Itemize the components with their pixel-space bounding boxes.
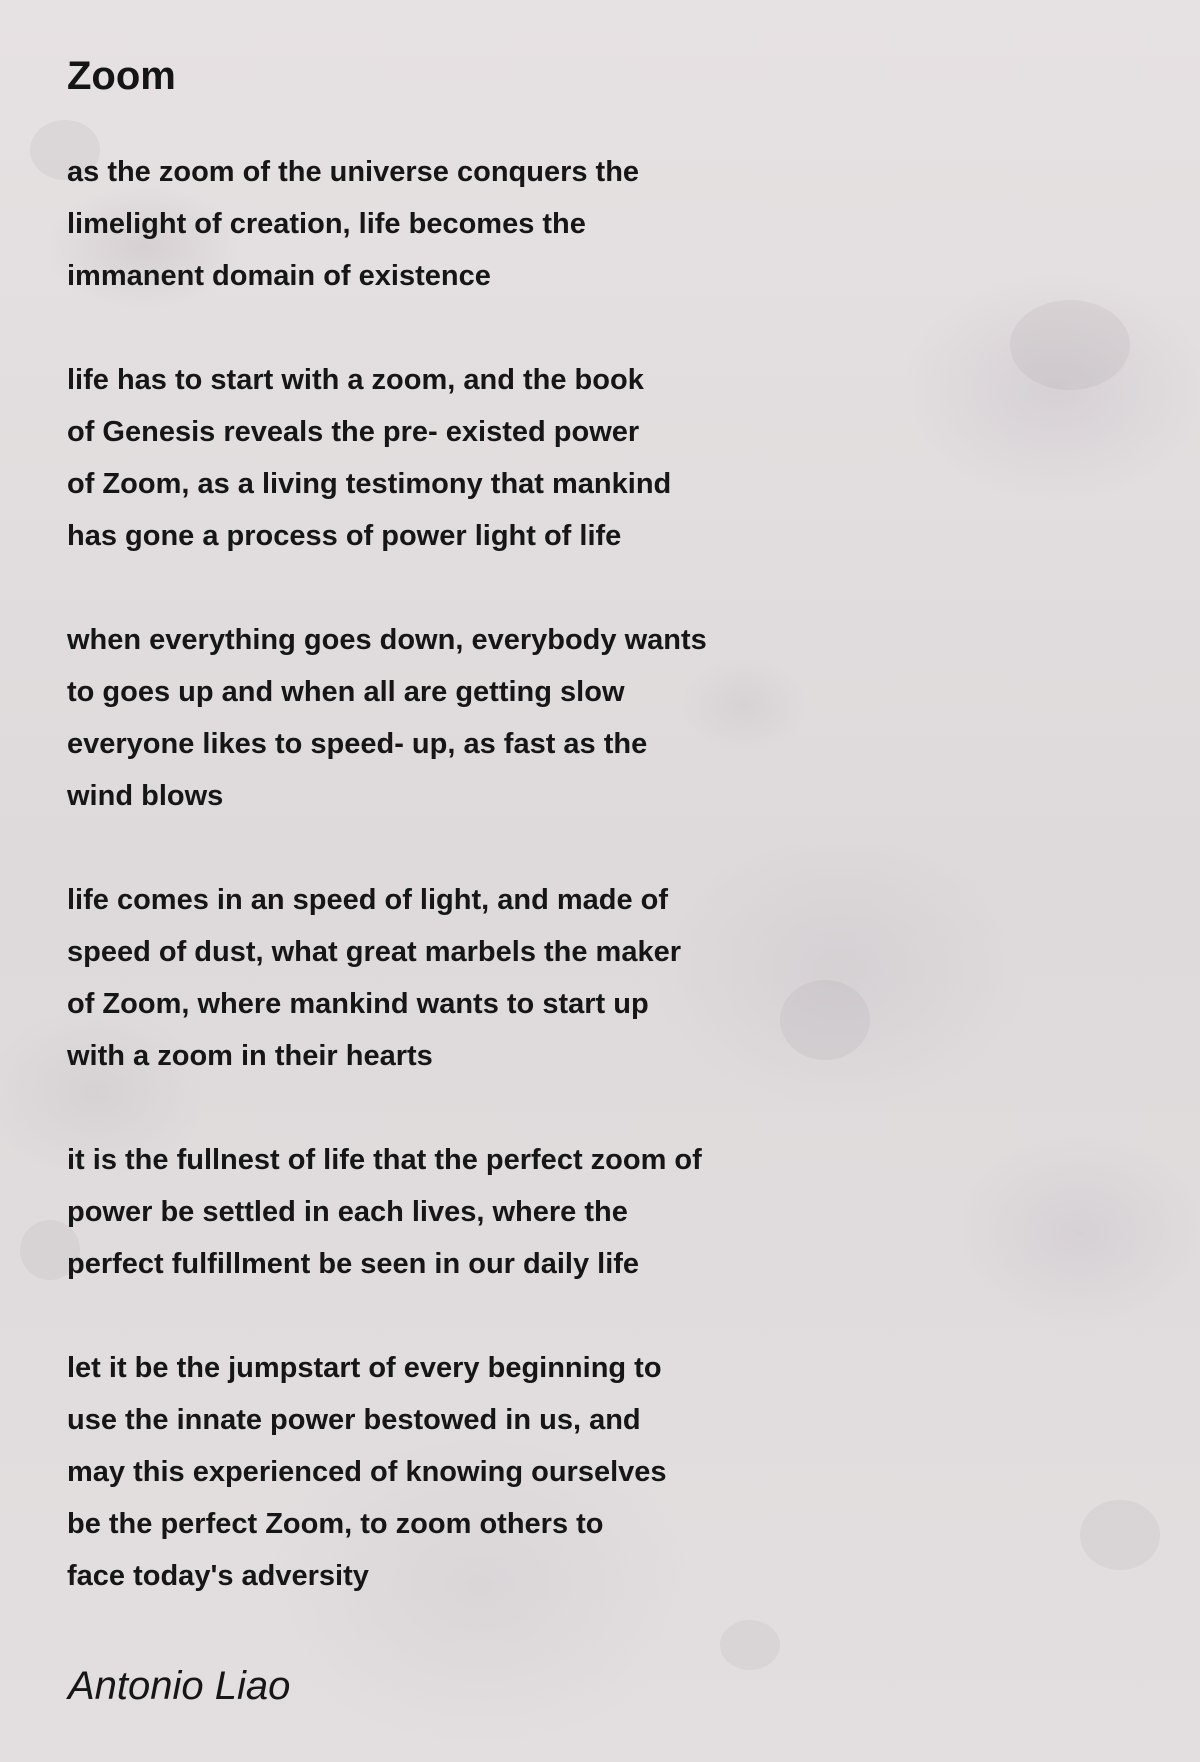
poem-line: may this experienced of knowing ourselves <box>67 1456 667 1488</box>
poem-stanza <box>67 1134 827 1290</box>
poem-stanza <box>67 874 827 1082</box>
poem-line: as the zoom of the universe conquers the <box>67 156 640 188</box>
poem-line: let it be the jumpstart of every beginning to <box>67 1352 662 1384</box>
poem-line: when everything goes down, everybody wants <box>67 624 707 656</box>
poem-line: limelight of creation, life becomes the <box>67 208 586 240</box>
poem-line: it is the fullnest of life that the perfect zoom of <box>67 1144 702 1176</box>
poem-line: to goes up and when all are getting slow <box>67 676 625 708</box>
poem-line: immanent domain of existence <box>67 260 491 292</box>
poem-author: Antonio Liao <box>68 1664 291 1708</box>
poem-line: power be settled in each lives, where the <box>67 1196 628 1228</box>
poem-title: Zoom <box>67 54 176 98</box>
poem-line: face today's adversity <box>67 1560 369 1592</box>
poem-line: life has to start with a zoom, and the book <box>67 364 644 396</box>
poem-line: perfect fulfillment be seen in our daily life <box>67 1248 640 1280</box>
paper-texture-stain <box>1010 300 1130 390</box>
poem-line: with a zoom in their hearts <box>67 1040 433 1072</box>
poem-line: has gone a process of power light of life <box>67 520 622 552</box>
poem-stanza <box>67 354 827 562</box>
paper-texture-stain <box>1080 1500 1160 1570</box>
poem-line: of Genesis reveals the pre- existed power <box>67 416 640 448</box>
poem-body <box>67 146 827 1602</box>
poem-stanza <box>67 146 827 302</box>
poem-stanza <box>67 1342 827 1602</box>
poem-line: of Zoom, as a living testimony that mankind <box>67 468 672 500</box>
poem-line: speed of dust, what great marbels the maker <box>67 936 682 968</box>
poem-stanza <box>67 614 827 822</box>
poem-line: of Zoom, where mankind wants to start up <box>67 988 649 1020</box>
poem-line: be the perfect Zoom, to zoom others to <box>67 1508 604 1540</box>
poem-line: use the innate power bestowed in us, and <box>67 1404 641 1436</box>
poem-line: wind blows <box>67 780 224 812</box>
poem-line: life comes in an speed of light, and made of <box>67 884 669 916</box>
poem-line: everyone likes to speed- up, as fast as the <box>67 728 648 760</box>
poem <box>67 48 827 1654</box>
